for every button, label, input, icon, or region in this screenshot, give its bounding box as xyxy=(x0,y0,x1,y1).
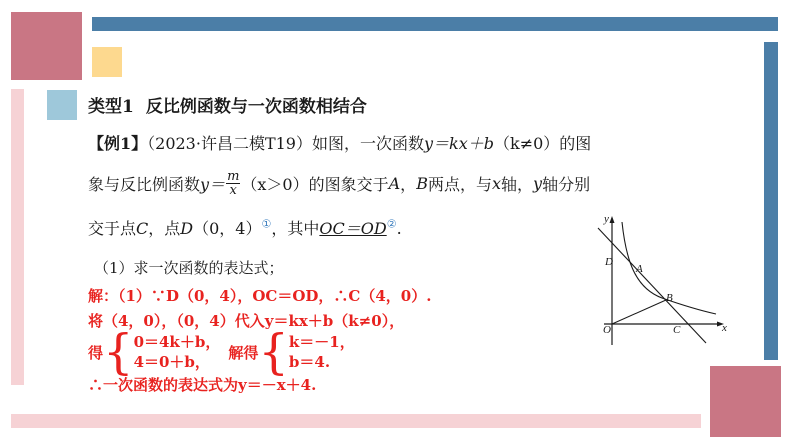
fig-label-O: O xyxy=(603,324,611,336)
line2-text-a: 象与反比例函数 xyxy=(88,175,201,194)
system-2 xyxy=(289,332,355,372)
function-graph-figure xyxy=(590,210,740,350)
fig-label-y: y xyxy=(604,213,609,225)
example-tag: 【例1】 xyxy=(88,134,148,153)
fig-label-B: B xyxy=(666,292,673,304)
line3-text-c: ，其中 xyxy=(271,219,320,238)
point-D-label: D xyxy=(180,219,194,238)
yellow-square xyxy=(92,47,122,77)
system-brace-1: { xyxy=(103,324,134,380)
line2-condition: （x＞0）的图象交于 xyxy=(241,175,389,194)
oc-equals-od: OC＝OD xyxy=(319,219,387,238)
fig-label-x: x xyxy=(722,322,727,334)
linear-function-eq: y＝kx＋b xyxy=(423,134,494,153)
pink-bar-left xyxy=(11,89,24,385)
fraction-numerator: m xyxy=(227,169,240,184)
line2-text-c: 轴， xyxy=(501,175,534,194)
line2-comma: ， xyxy=(400,175,417,194)
jiede-label: 解得 xyxy=(228,343,259,362)
line2-text-b: 两点，与 xyxy=(427,175,492,194)
linear-condition: （k≠0）的图 xyxy=(494,134,592,153)
y-axis-var: y xyxy=(533,174,543,193)
rose-block-bottom-right xyxy=(710,366,781,437)
annotation-mark-1: ① xyxy=(261,217,272,231)
line2-text-d: 轴分别 xyxy=(542,175,591,194)
solution-systems xyxy=(88,324,355,380)
fig-label-D: D xyxy=(605,256,613,268)
fraction-m-over-x xyxy=(226,170,240,197)
annotation-mark-2: ② xyxy=(386,217,397,231)
x-axis-var: x xyxy=(491,174,501,193)
heading-title: 反比例函数与一次函数相结合 xyxy=(145,97,367,117)
line3-text-b: ，点 xyxy=(148,219,181,238)
point-A-label: A xyxy=(388,174,401,193)
blue-bar-right xyxy=(764,42,778,360)
fraction-denominator: x xyxy=(229,183,237,198)
rose-block-top-left xyxy=(11,12,82,80)
solution-line-2: 将（4，0），（0，4）代入y＝kx＋b（k≠0）， xyxy=(88,312,405,330)
type-label: 类型1 xyxy=(88,97,134,117)
fig-label-A: A xyxy=(636,263,643,275)
question-1: （1）求一次函数的表达式； xyxy=(94,259,284,277)
blue-bar-top xyxy=(92,17,778,31)
solution-line-1: 解：（1）∵D（0，4），OC＝OD，∴C（4，0）. xyxy=(88,287,432,305)
problem-source: （2023·许昌二模T19）如图，一次函数 xyxy=(147,134,424,153)
problem-line-3 xyxy=(88,216,402,239)
de-label: 得 xyxy=(88,343,104,362)
point-C-label: C xyxy=(136,219,149,238)
light-blue-square xyxy=(47,90,77,120)
solution-conclusion: ∴一次函数的表达式为y＝－x＋4. xyxy=(88,376,317,394)
point-D-coord: （0，4） xyxy=(193,219,262,238)
line3-end: . xyxy=(396,219,402,238)
system-1-eq-b: 4＝0＋b， xyxy=(133,353,210,371)
linear-function-line xyxy=(598,228,706,343)
section-heading xyxy=(88,92,367,117)
segment-OB xyxy=(612,300,666,324)
problem-line-1 xyxy=(88,131,591,154)
system-2-eq-b: b＝4. xyxy=(288,353,331,371)
point-B-label: B xyxy=(416,174,428,193)
problem-line-2 xyxy=(88,170,590,197)
fig-label-C: C xyxy=(673,324,681,336)
inverse-y: y＝ xyxy=(200,175,226,194)
line3-text-a: 交于点 xyxy=(88,219,137,238)
y-axis-arrow xyxy=(610,216,615,223)
system-brace-2: { xyxy=(258,324,289,380)
pink-bar-bottom xyxy=(11,414,701,428)
system-1-eq-a: 0＝4k＋b， xyxy=(133,333,221,351)
system-1 xyxy=(134,332,221,372)
system-2-eq-a: k＝－1， xyxy=(288,333,355,351)
